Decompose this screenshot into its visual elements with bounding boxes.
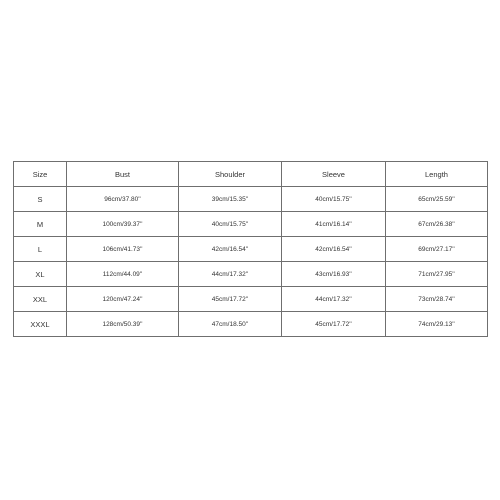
length-cell: 67cm/26.38'' [386,212,488,237]
table-row [14,237,488,262]
shoulder-cell: 45cm/17.72'' [179,287,282,312]
length-cell: 73cm/28.74'' [386,287,488,312]
length-cell: 69cm/27.17'' [386,237,488,262]
shoulder-cell: 40cm/15.75'' [179,212,282,237]
sleeve-cell: 42cm/16.54'' [282,237,386,262]
size-cell: S [14,187,67,212]
bust-cell: 96cm/37.80'' [67,187,179,212]
header-sleeve: Sleeve [282,162,386,187]
size-cell: XL [14,262,67,287]
table-row [14,187,488,212]
header-size: Size [14,162,67,187]
length-cell: 65cm/25.59'' [386,187,488,212]
sleeve-cell: 40cm/15.75'' [282,187,386,212]
size-cell: M [14,212,67,237]
size-cell: XXL [14,287,67,312]
table-row [14,262,488,287]
size-cell: XXXL [14,312,67,337]
bust-cell: 128cm/50.39'' [67,312,179,337]
bust-cell: 106cm/41.73'' [67,237,179,262]
shoulder-cell: 44cm/17.32'' [179,262,282,287]
bust-cell: 100cm/39.37'' [67,212,179,237]
length-cell: 74cm/29.13'' [386,312,488,337]
size-chart-table [13,161,488,337]
size-cell: L [14,237,67,262]
shoulder-cell: 42cm/16.54'' [179,237,282,262]
bust-cell: 120cm/47.24'' [67,287,179,312]
sleeve-cell: 43cm/16.93'' [282,262,386,287]
sleeve-cell: 45cm/17.72'' [282,312,386,337]
table-row [14,287,488,312]
shoulder-cell: 39cm/15.35'' [179,187,282,212]
bust-cell: 112cm/44.09'' [67,262,179,287]
sleeve-cell: 41cm/16.14'' [282,212,386,237]
table-header-row [14,162,488,187]
header-shoulder: Shoulder [179,162,282,187]
header-length: Length [386,162,488,187]
table-row [14,212,488,237]
shoulder-cell: 47cm/18.50'' [179,312,282,337]
length-cell: 71cm/27.95'' [386,262,488,287]
table-row [14,312,488,337]
header-bust: Bust [67,162,179,187]
sleeve-cell: 44cm/17.32'' [282,287,386,312]
